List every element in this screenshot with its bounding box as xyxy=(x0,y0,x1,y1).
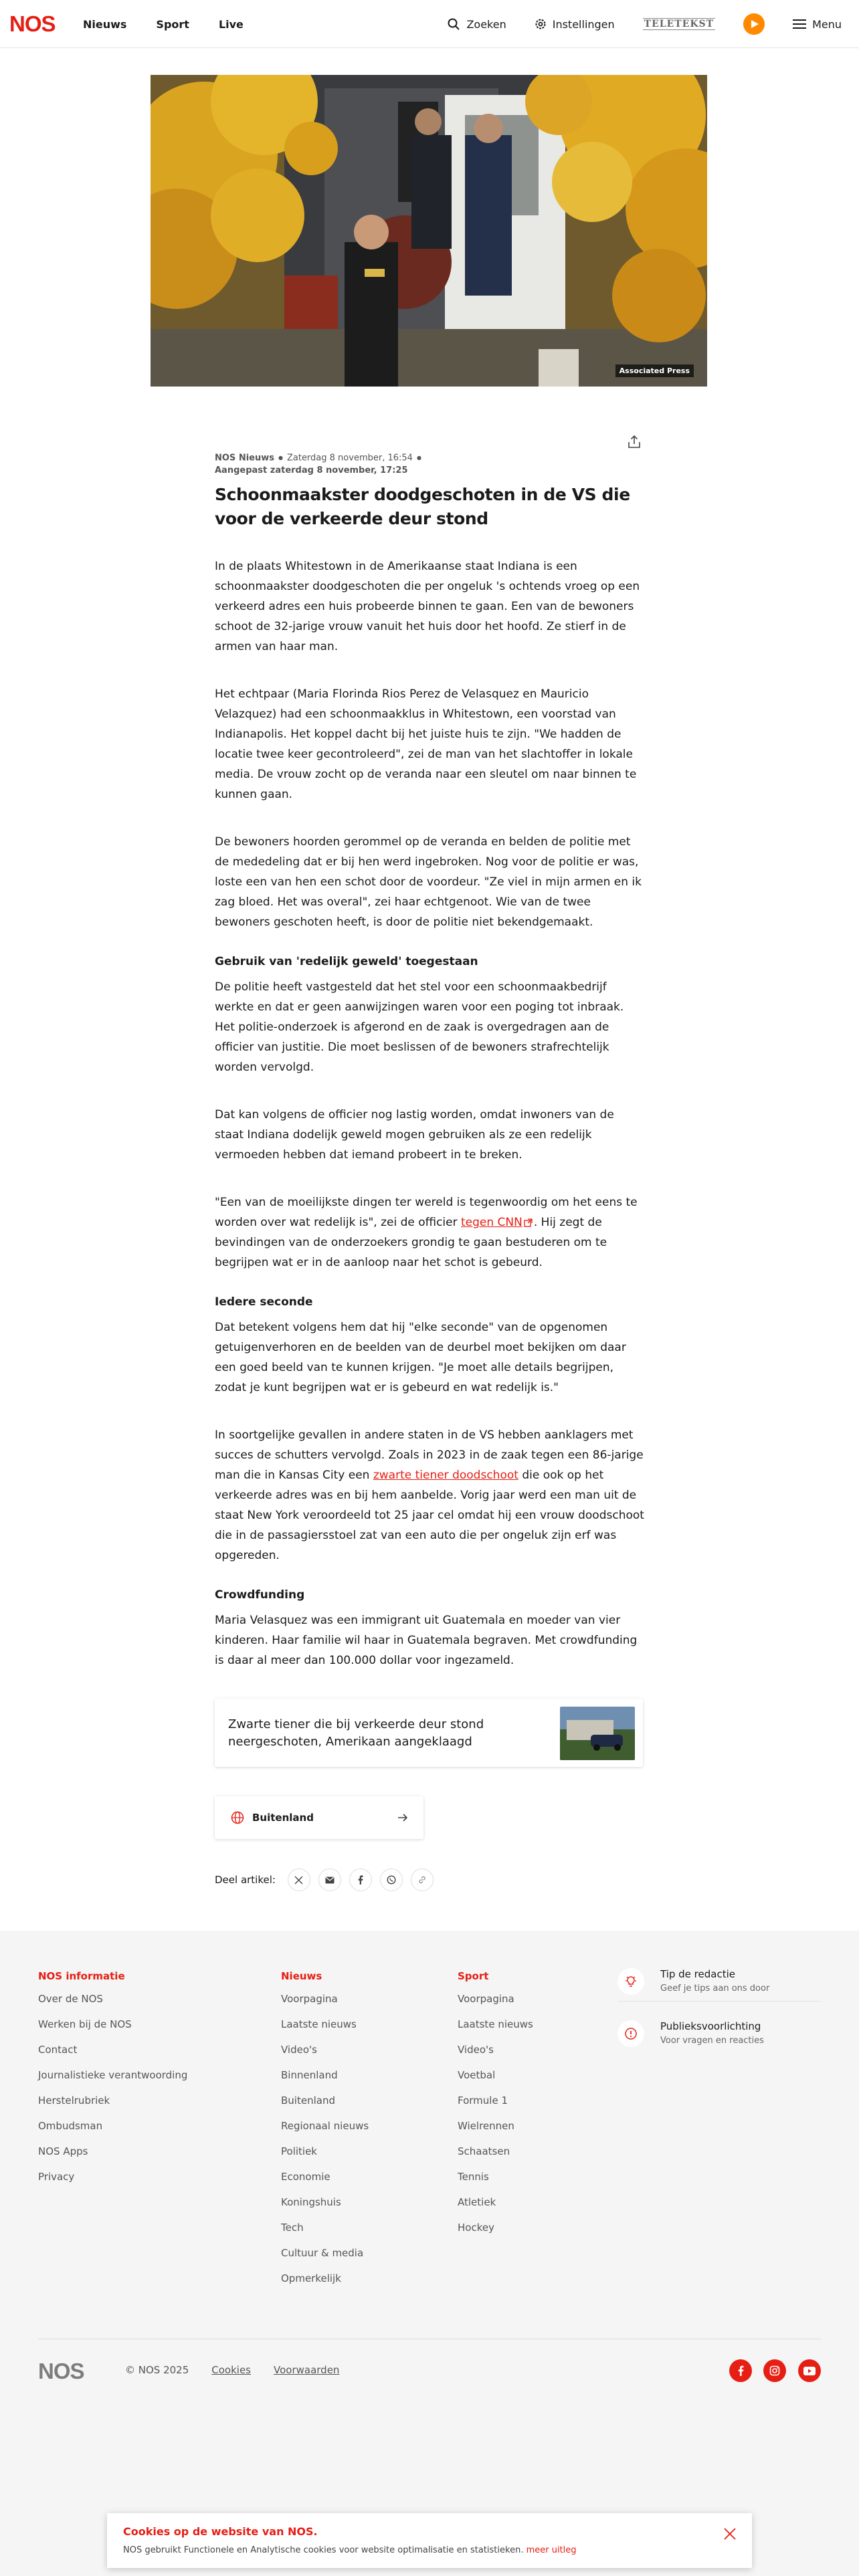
share-button[interactable] xyxy=(626,434,642,450)
article-source: NOS Nieuws xyxy=(215,453,274,463)
footer-link[interactable]: Ombudsman xyxy=(38,2120,103,2132)
close-icon xyxy=(723,2527,737,2541)
share-link-button[interactable] xyxy=(411,1868,434,1891)
cookie-more-link[interactable]: meer uitleg xyxy=(526,2545,577,2555)
text: In soortgelijke gevallen in andere staten in de VS hebben aanklagers met succes de schutters vervolgd. Zoals in 2023 in de zaak tegen een 86-jarige man die in Kansas City een xyxy=(215,1428,644,1482)
footer-link[interactable]: Laatste nieuws xyxy=(281,2018,357,2030)
gear-icon xyxy=(535,18,547,30)
paragraph xyxy=(215,1192,646,1273)
text: "Een van de moeilijkste dingen ter wereld is tegenwoordig om het eens te worden over wat redelijk is", zei de officier xyxy=(215,1196,638,1229)
publish-date: Zaterdag 8 november, 16:54 xyxy=(286,453,413,463)
instagram-icon xyxy=(769,2365,780,2376)
footer-link[interactable]: Voorpagina xyxy=(458,1993,514,2005)
nav-nieuws[interactable]: Nieuws xyxy=(83,17,127,31)
logo-text: NOS xyxy=(9,11,56,36)
menu-button[interactable] xyxy=(793,18,842,31)
footer-heading: Nieuws xyxy=(281,1970,322,1982)
text: die ook op het verkeerde adres was en bij hem aanbelde. Vorig jaar werd een man uit de staat New York veroordeeld tot 25 jaar cel omdat hij een vrouw doodschoot die in de passagiersstoel zat van een auto die per ongeluk zijn erf was opgereden. xyxy=(215,1469,644,1562)
youtube-icon xyxy=(803,2367,816,2375)
instagram-link[interactable] xyxy=(763,2359,786,2382)
footer-link[interactable]: Regionaal nieuws xyxy=(281,2120,369,2132)
paragraph: In de plaats Whitestown in de Amerikaanse staat Indiana is een schoonmaakster doodgeschoten die per ongeluk 's ochtends vroeg op een verkeerd adres een huis probeerde binnen te gaan. Een van de bewoners schoot de 32-jarige vrouw vanuit het huis door het hoofd. Ze stierf in de armen van haar man. xyxy=(215,560,640,653)
nav-sport[interactable]: Sport xyxy=(156,17,189,31)
photo-credit: Associated Press xyxy=(615,364,694,377)
footer-link[interactable]: Schaatsen xyxy=(458,2145,510,2157)
paragraph: Het echtpaar (Maria Florinda Rios Perez de Velasquez en Mauricio Velazquez) had een schoonmaakklus in Whitestown, een voorstad van Indianapolis. Het koppel dacht bij het juiste huis te zijn. "We hadden de locatie twee keer gecontroleerd", zei de man van het slachtoffer in lokale media. De vrouw zocht op de veranda naar een sleutel om naar binnen te kunnen gaan. xyxy=(215,687,637,801)
share-facebook-button[interactable] xyxy=(349,1868,372,1891)
email-icon xyxy=(325,1876,335,1884)
tip-title: Tip de redactie xyxy=(660,1968,735,1980)
footer-link[interactable]: Werken bij de NOS xyxy=(38,2018,132,2030)
settings-label: Instellingen xyxy=(552,17,615,31)
subheading: Gebruik van 'redelijk geweld' toegestaan xyxy=(215,955,478,968)
share-bar xyxy=(215,1867,442,1893)
external-link-icon xyxy=(524,1218,533,1227)
cookie-text: NOS gebruikt Functionele en Analytische cookies voor website optimalisatie en statistieken. xyxy=(123,2545,524,2555)
nos-logo[interactable] xyxy=(9,13,56,35)
footer-link[interactable]: Voetbal xyxy=(458,2069,496,2081)
paragraph: De bewoners hoorden gerommel op de veranda en belden de politie met de mededeling dat er bij hen werd ingebroken. Nog voor de politie er was, loste een van hen een schot door de voordeur. "Ze viel in mijn armen en ik zag bloed. Het was overal", zei haar echtgenoot. Wie van de twee bewoners geschoten heeft, is door de politie niet bekendgemaakt. xyxy=(215,835,642,929)
footer-link[interactable]: Politiek xyxy=(281,2145,317,2157)
npo-link[interactable] xyxy=(743,13,765,35)
search-button[interactable] xyxy=(447,17,506,31)
cookies-link[interactable]: Cookies xyxy=(211,2364,251,2376)
footer-link[interactable]: NOS Apps xyxy=(38,2145,88,2157)
settings-button[interactable] xyxy=(535,18,615,31)
footer-heading: Sport xyxy=(458,1970,489,1982)
text: . Hij zegt de bevindingen van de onderzoekers grondig te gaan bestuderen om te begrijpen wat er in de aanloop naar het schot is gebeurd. xyxy=(215,1216,607,1269)
paragraph: Maria Velasquez was een immigrant uit Guatemala en moeder van vier kinderen. Haar familie wil haar in Guatemala begraven. Met crowdfunding is daar al meer dan 100.000 dollar voor ingezameld. xyxy=(215,1614,638,1667)
footer-col-info xyxy=(38,1969,187,2195)
tag-label: Buitenland xyxy=(252,1812,314,1824)
footer-legal xyxy=(125,2364,339,2376)
subheading: Crowdfunding xyxy=(215,1588,305,1602)
share-label: Deel artikel: xyxy=(215,1874,276,1886)
cookie-close-button[interactable] xyxy=(723,2527,737,2541)
footer-link[interactable]: Buitenland xyxy=(281,2095,335,2107)
facebook-icon xyxy=(738,2365,744,2376)
pub-subtitle: Voor vragen en reacties xyxy=(660,2036,764,2046)
footer-link[interactable]: Cultuur & media xyxy=(281,2247,364,2259)
tiener-link[interactable]: zwarte tiener doodschoot xyxy=(373,1469,518,1482)
share-email-button[interactable] xyxy=(318,1868,341,1891)
footer-link[interactable]: Wielrennen xyxy=(458,2120,514,2132)
search-icon xyxy=(447,17,460,31)
info-icon xyxy=(617,2020,644,2047)
footer-link[interactable]: Hockey xyxy=(458,2222,494,2234)
footer-col-nieuws xyxy=(281,1969,369,2296)
search-label: Zoeken xyxy=(466,17,506,31)
main-nav xyxy=(83,0,244,48)
footer-link[interactable]: Tech xyxy=(281,2222,304,2234)
footer-link[interactable]: Herstelrubriek xyxy=(38,2095,110,2107)
tag-buitenland[interactable] xyxy=(215,1796,423,1839)
footer-link[interactable]: Laatste nieuws xyxy=(458,2018,533,2030)
footer-link[interactable]: Tennis xyxy=(458,2171,489,2183)
related-article-title: Zwarte tiener die bij verkeerde deur stond neergeschoten, Amerikaan aangeklaagd xyxy=(228,1717,484,1749)
share-whatsapp-button[interactable] xyxy=(380,1868,403,1891)
teletekst-logo: TELETEKST xyxy=(644,19,714,29)
footer-link[interactable]: Opmerkelijk xyxy=(281,2272,341,2284)
cookie-title: Cookies op de website van NOS. xyxy=(123,2525,318,2538)
share-icon xyxy=(626,434,642,450)
footer-link[interactable]: Privacy xyxy=(38,2171,75,2183)
tip-subtitle: Geef je tips aan ons door xyxy=(660,1983,770,1994)
article-body xyxy=(215,556,646,1698)
footer-link[interactable]: Journalistieke verantwoording xyxy=(38,2069,188,2081)
footer-link[interactable]: Video's xyxy=(458,2044,494,2056)
footer-link[interactable]: Formule 1 xyxy=(458,2095,508,2107)
footer-link[interactable]: Binnenland xyxy=(281,2069,338,2081)
footer-link[interactable]: Koningshuis xyxy=(281,2196,341,2208)
cookie-text-line xyxy=(123,2545,577,2555)
header-tools xyxy=(447,0,842,48)
hamburger-icon xyxy=(793,19,806,29)
publieksvoorlichting-link[interactable] xyxy=(617,2014,821,2054)
x-icon xyxy=(294,1876,303,1885)
paragraph xyxy=(215,1425,646,1566)
facebook-icon xyxy=(358,1875,363,1885)
paragraph: Dat betekent volgens hem dat hij "elke seconde" van de opgenomen getuigenverhoren en de beelden van de deurbel moet bekijken om daar een goed beeld van te kunnen krijgen. "Je moet alle details begrijpen, zodat je kunt begrijpen wat er is gebeurd en wat redelijk is." xyxy=(215,1321,626,1394)
nav-live[interactable]: Live xyxy=(218,17,244,31)
footer-link[interactable]: Voorpagina xyxy=(281,1993,338,2005)
article-meta: NOS Nieuws ● Zaterdag 8 november, 16:54 ● Aangepast zaterdag 8 november, 17:25 xyxy=(215,453,421,475)
footer-col-sport xyxy=(458,1969,533,2246)
pub-title: Publieksvoorlichting xyxy=(660,2020,761,2032)
footer-nos-logo[interactable]: NOS xyxy=(38,2359,84,2383)
paragraph: Dat kan volgens de officier nog lastig worden, omdat inwoners van de staat Indiana dodelijk geweld mogen gebruiken als ze een redelijk vermoeden hebben dat iemand probeert in te breken. xyxy=(215,1108,614,1162)
site-header xyxy=(0,0,859,48)
related-article-thumbnail xyxy=(560,1707,635,1760)
footer-link[interactable]: Over de NOS xyxy=(38,1993,103,2005)
youtube-link[interactable] xyxy=(798,2359,821,2382)
teletekst-link[interactable] xyxy=(643,18,715,30)
footer-link[interactable]: Contact xyxy=(38,2044,78,2056)
tip-redactie-link[interactable] xyxy=(617,1961,821,2002)
footer-link[interactable]: Atletiek xyxy=(458,2196,496,2208)
cnn-link[interactable]: tegen CNN xyxy=(461,1216,522,1229)
lightbulb-icon xyxy=(617,1968,644,1995)
link-icon xyxy=(417,1875,427,1885)
subheading: Iedere seconde xyxy=(215,1295,313,1309)
cookie-banner xyxy=(107,2513,752,2568)
site-footer xyxy=(0,1931,859,2576)
facebook-link[interactable] xyxy=(729,2359,752,2382)
footer-link[interactable]: Video's xyxy=(281,2044,317,2056)
npo-logo xyxy=(743,13,765,35)
arrow-right-icon xyxy=(397,1812,409,1824)
globe-icon xyxy=(231,1811,244,1824)
related-article-card[interactable] xyxy=(215,1699,643,1767)
article-title: Schoonmaakster doodgeschoten in de VS die voor de verkeerde deur stond xyxy=(215,485,630,528)
footer-link[interactable]: Economie xyxy=(281,2171,330,2183)
paragraph: De politie heeft vastgesteld dat het stel voor een schoonmaakbedrijf werkte en dat er geen aanwijzingen waren voor een poging tot inbraak. Het politie-onderzoek is afgerond en de zaak is overgedragen aan de officier van justitie. Die moet beslissen of de bewoners strafrechtelijk worden vervolgd. xyxy=(215,980,624,1074)
voorwaarden-link[interactable]: Voorwaarden xyxy=(274,2364,340,2376)
updated-date: Aangepast zaterdag 8 november, 17:25 xyxy=(215,465,408,475)
copyright: © NOS 2025 xyxy=(125,2364,189,2376)
share-x-button[interactable] xyxy=(288,1868,310,1891)
whatsapp-icon xyxy=(387,1875,396,1885)
footer-heading: NOS informatie xyxy=(38,1970,125,1982)
hero-image xyxy=(151,75,707,387)
menu-label: Menu xyxy=(812,17,842,31)
